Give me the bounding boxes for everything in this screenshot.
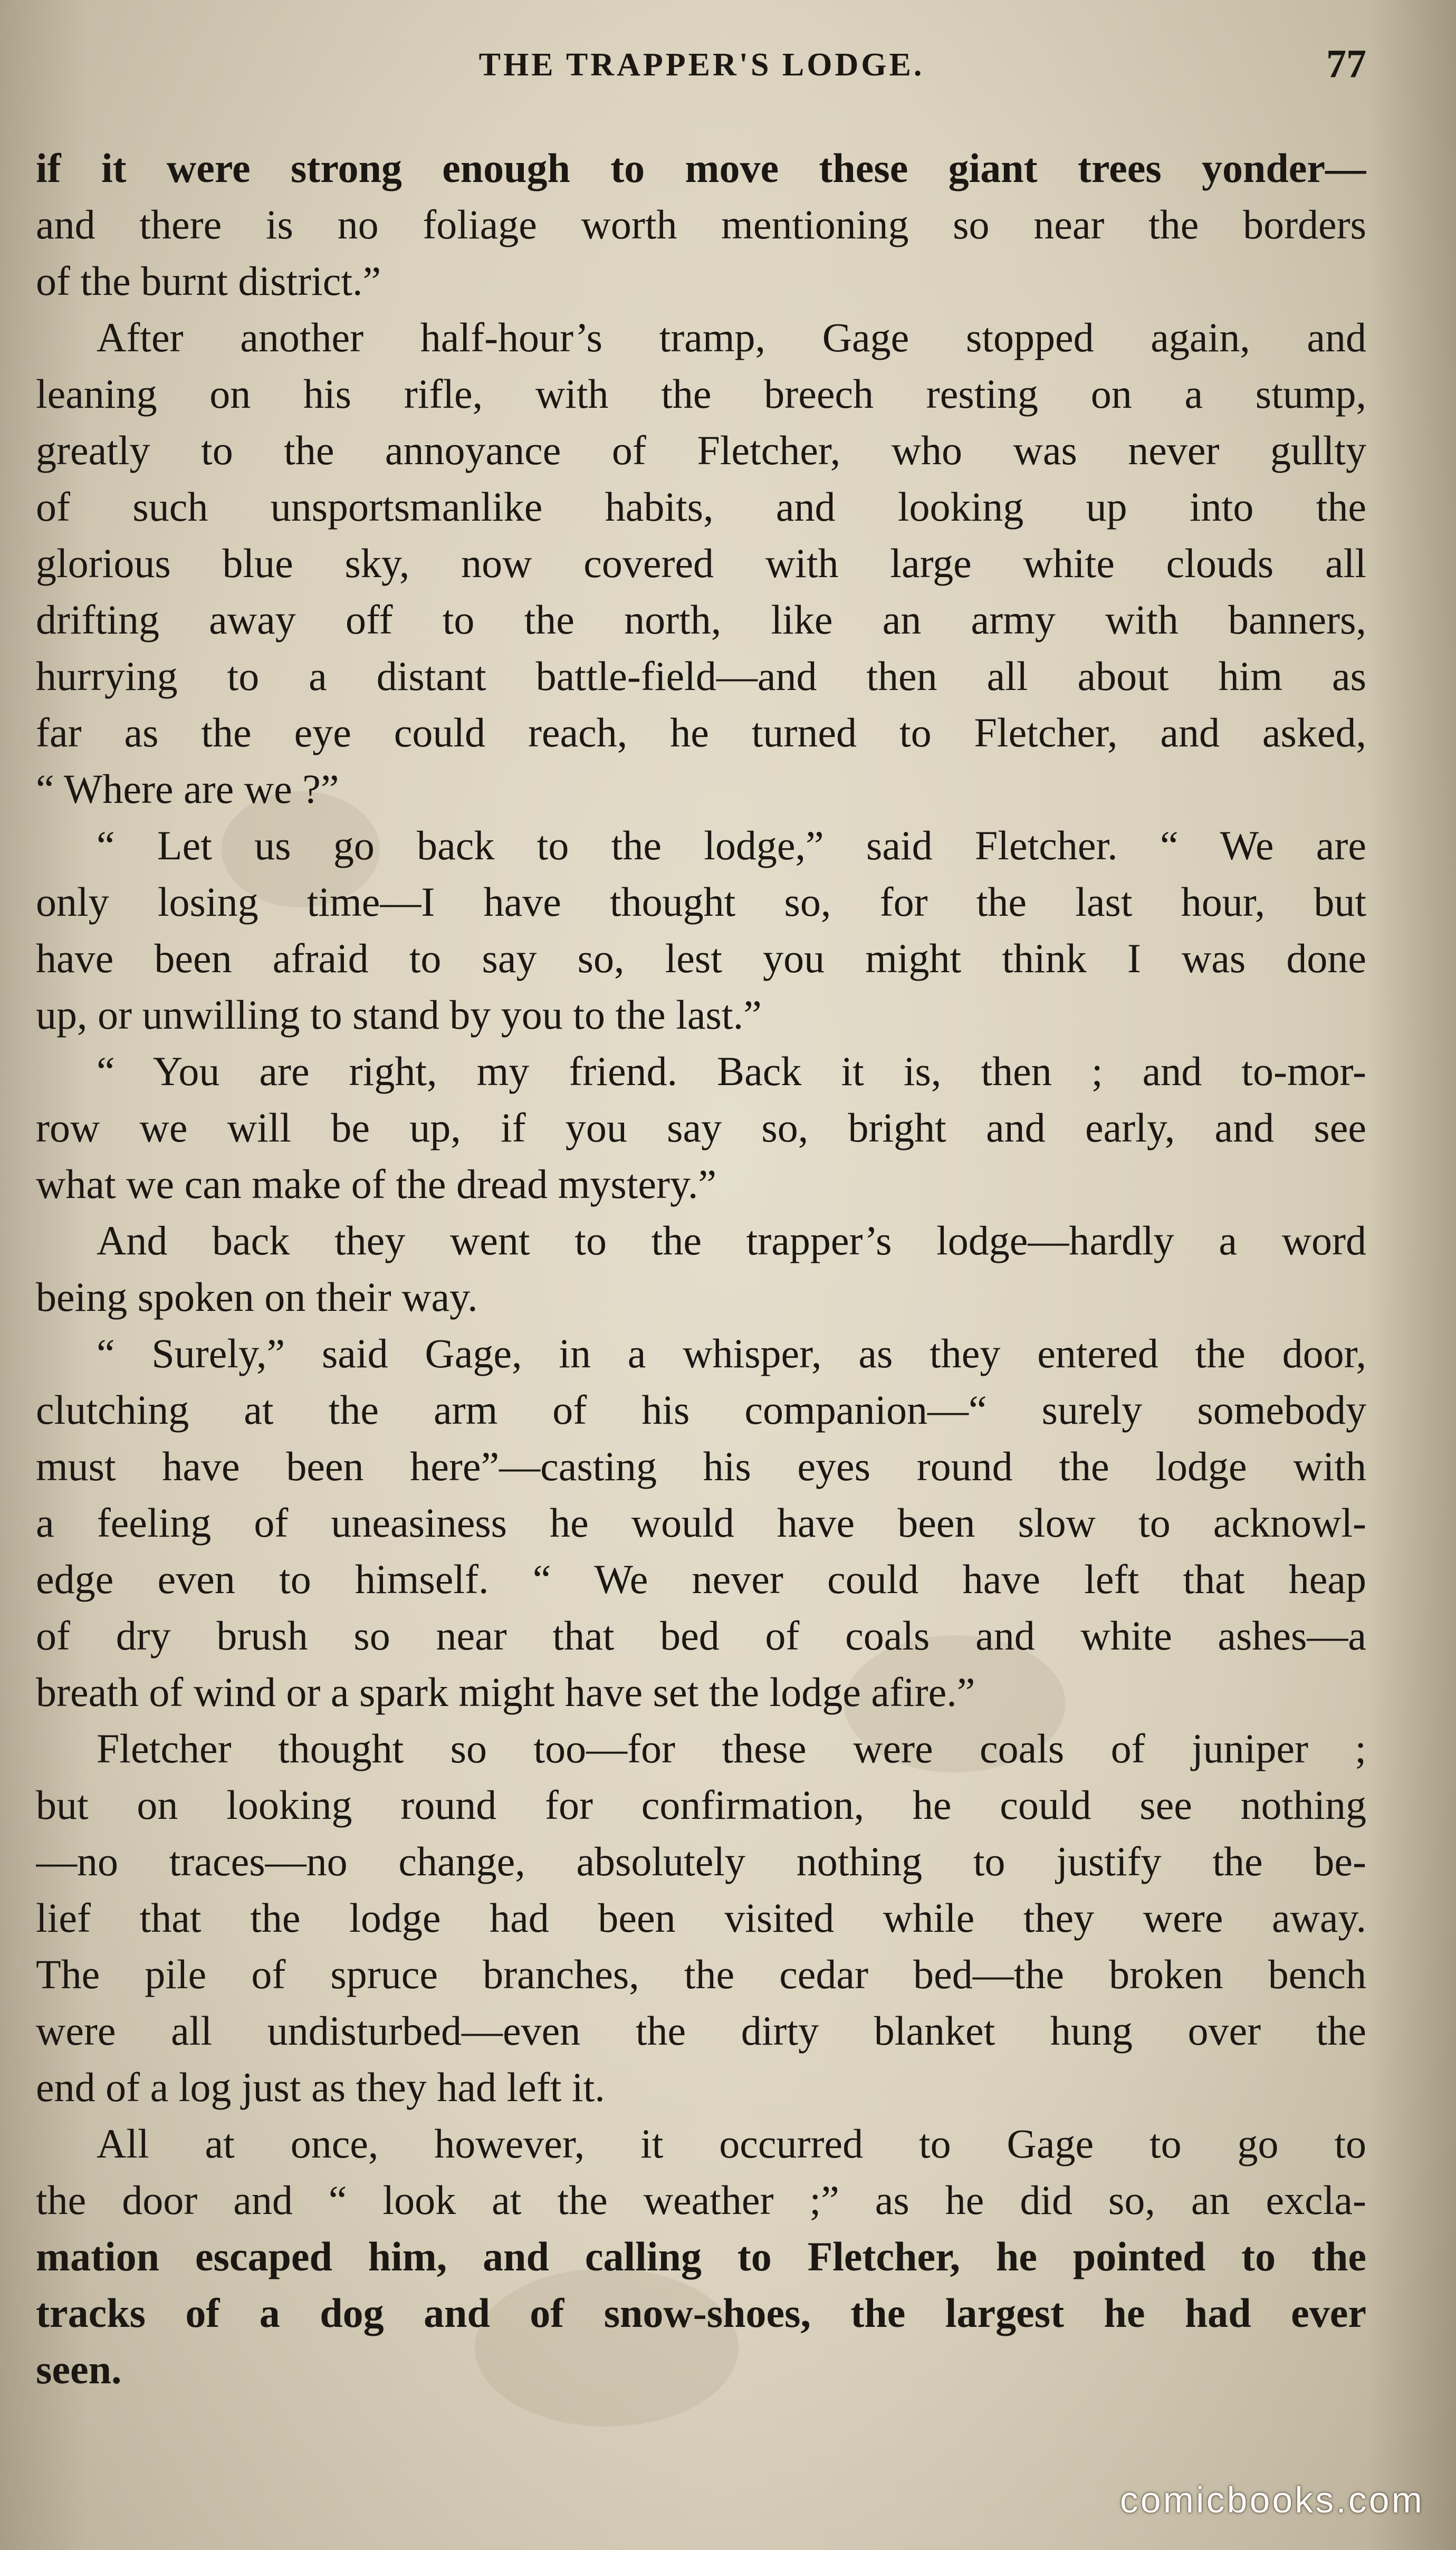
text-line: only losing time—I have thought so, for the last hour, but <box>36 879 1366 925</box>
text-line: being spoken on their way. <box>36 1274 478 1320</box>
page-header <box>37 42 1366 94</box>
text-line: up, or unwilling to stand by you to the last.” <box>36 992 762 1038</box>
text-line: the door and “ look at the weather ;” as he did so, an excla- <box>36 2177 1366 2223</box>
text-line: “ You are right, my friend. Back it is, then ; and to-mor- <box>97 1048 1366 1094</box>
text-line: And back they went to the trapper’s lodge—hardly a word <box>97 1218 1366 1263</box>
text-line: Fletcher thought so too—for these were coals of juniper ; <box>97 1725 1366 1771</box>
text-line: were all undisturbed—even the dirty blanket hung over the <box>36 2008 1366 2054</box>
text-line: greatly to the annoyance of Fletcher, who was never gullty <box>36 427 1366 473</box>
text-line: must have been here”—casting his eyes round the lodge with <box>36 1443 1366 1489</box>
text-line: glorious blue sky, now covered with large white clouds all <box>36 540 1366 586</box>
text-line: leaning on his rifle, with the breech resting on a stump, <box>36 371 1366 417</box>
text-line: but on looking round for confirmation, he could see nothing <box>36 1782 1366 1828</box>
text-line: edge even to himself. “ We never could have left that heap <box>36 1556 1366 1602</box>
text-line: seen. <box>36 2346 122 2392</box>
text-line: have been afraid to say so, lest you might think I was done <box>36 935 1366 981</box>
watermark: comicbooks.com <box>1119 2479 1424 2520</box>
text-line: what we can make of the dread mystery.” <box>36 1161 717 1207</box>
text-line: of dry brush so near that bed of coals and white ashes—a <box>36 1613 1366 1659</box>
text-line: —no traces—no change, absolutely nothing to justify the be- <box>36 1838 1366 1884</box>
text-line: a feeling of uneasiness he would have been slow to acknowl- <box>36 1500 1366 1546</box>
text-line: end of a log just as they had left it. <box>36 2064 605 2110</box>
text-line: “ Where are we ?” <box>36 766 339 812</box>
running-head: THE TRAPPER'S LODGE. <box>478 47 925 83</box>
body-text <box>36 140 1366 2398</box>
text-line: if it were strong enough to move these giant trees yonder— <box>36 145 1366 191</box>
text-line: clutching at the arm of his companion—“ surely somebody <box>36 1387 1366 1433</box>
text-line: breath of wind or a spark might have set the lodge afire.” <box>36 1669 975 1715</box>
text-line: far as the eye could reach, he turned to Fletcher, and asked, <box>36 710 1366 755</box>
text-line: of such unsportsmanlike habits, and looking up into the <box>36 484 1366 530</box>
text-line: tracks of a dog and of snow-shoes, the largest he had ever <box>36 2290 1366 2336</box>
text-line: All at once, however, it occurred to Gage to go to <box>97 2121 1366 2166</box>
text-line: After another half-hour’s tramp, Gage stopped again, and <box>97 314 1366 360</box>
text-line: drifting away off to the north, like an army with banners, <box>36 597 1366 643</box>
text-line: row we will be up, if you say so, bright and early, and see <box>36 1105 1366 1151</box>
text-line: mation escaped him, and calling to Fletcher, he pointed to the <box>36 2233 1366 2279</box>
text-line: hurrying to a distant battle-field—and then all about him as <box>36 653 1366 699</box>
text-line: “ Surely,” said Gage, in a whisper, as they entered the door, <box>97 1330 1366 1376</box>
text-line: lief that the lodge had been visited while they were away. <box>36 1895 1366 1941</box>
text-line: The pile of spruce branches, the cedar bed—the broken bench <box>36 1951 1366 1997</box>
page-number: 77 <box>1326 42 1366 86</box>
text-line: of the burnt district.” <box>36 258 381 304</box>
text-line: “ Let us go back to the lodge,” said Fletcher. “ We are <box>97 822 1366 868</box>
text-line: and there is no foliage worth mentioning so near the borders <box>36 202 1366 247</box>
